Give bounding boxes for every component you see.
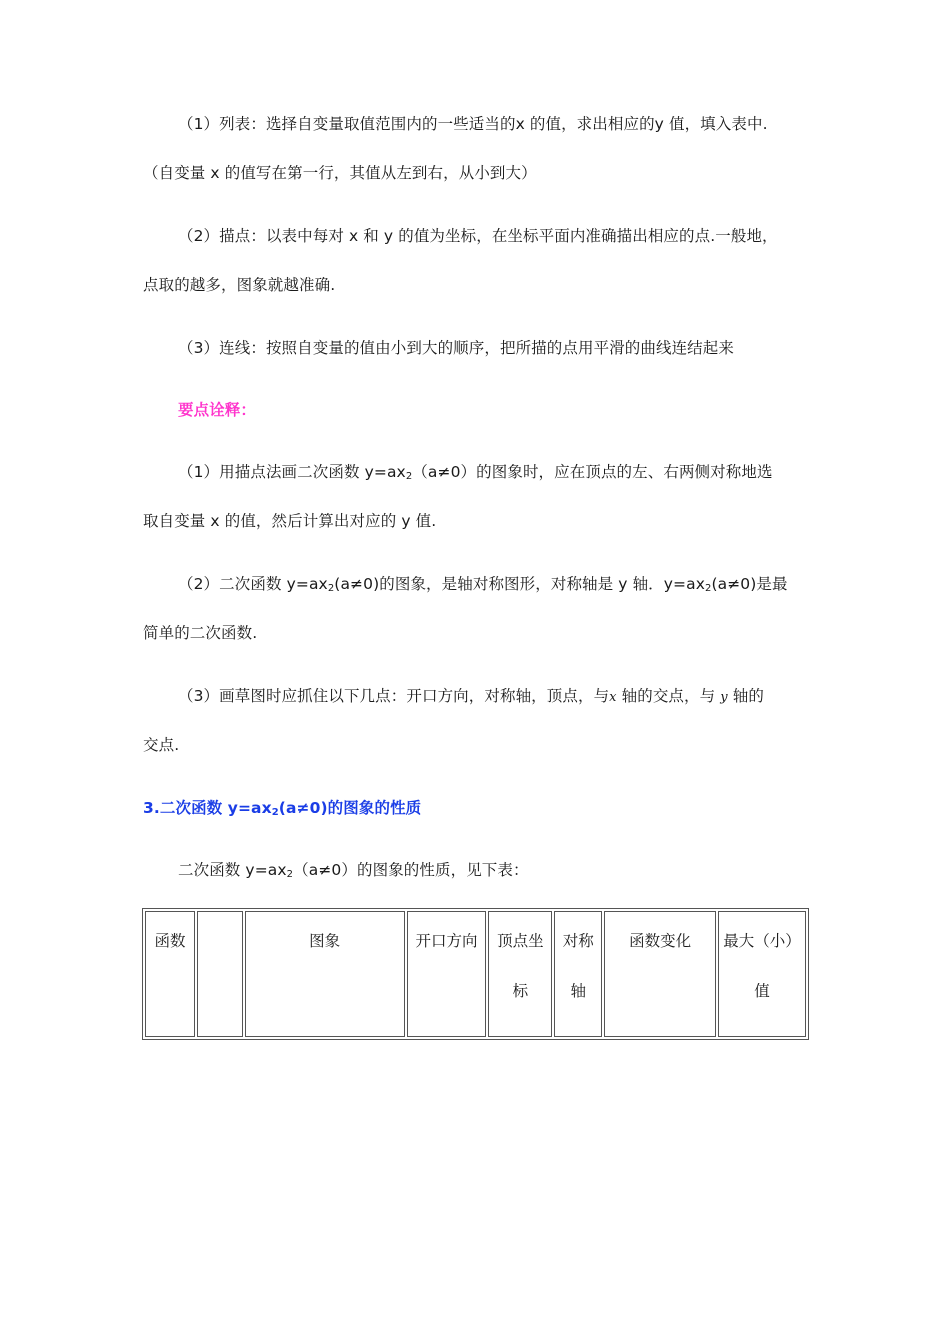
step-3-line: （3）连线：按照自变量的值由小到大的顺序，把所描的点用平滑的曲线连结起来 [178, 339, 734, 357]
header-vertex-label-2: 标 [512, 982, 529, 1000]
header-function [145, 911, 195, 1037]
header-function-label: 函数 [154, 932, 186, 950]
section-3-intro-pre: 二次函数 y=ax [178, 861, 287, 879]
note-1-line-b: 取自变量 x 的值，然后计算出对应的 y 值. [143, 512, 437, 530]
header-max-min-value [718, 911, 806, 1037]
note-3-y-variable: y [720, 690, 728, 705]
header-function-change [604, 911, 716, 1037]
properties-table [142, 908, 809, 1040]
note-3-line-a [178, 685, 764, 709]
table-header-row [145, 911, 806, 1037]
note-2-text-pre: （2）二次函数 y=ax [178, 575, 328, 593]
header-max-label-2: 值 [754, 982, 770, 1000]
key-points-heading: 要点诠释： [178, 401, 257, 419]
note-3-text-post: 轴的 [727, 687, 764, 705]
section-3-intro [178, 859, 529, 881]
note-1-text-pre: （1）用描点法画二次函数 y=ax [178, 463, 406, 481]
note-3-x-variable: x [609, 690, 617, 705]
note-2-line-b: 简单的二次函数. [143, 624, 258, 642]
header-axis-label-1: 对称 [562, 932, 594, 950]
note-1-line-a [178, 461, 773, 483]
section-3-intro-post: （a≠0）的图象的性质，见下表： [293, 861, 529, 879]
section-3-title [143, 797, 421, 819]
header-max-label-1: 最大（小） [723, 932, 801, 950]
header-graph-label: 图象 [309, 932, 341, 950]
header-opening-direction-label: 开口方向 [415, 932, 478, 950]
note-3-line-b: 交点. [143, 736, 180, 754]
header-graph [245, 911, 405, 1037]
note-2-text-post: (a≠0)是最 [711, 575, 788, 593]
header-axis-label-2: 轴 [570, 982, 587, 1000]
header-blank [197, 911, 243, 1037]
header-vertex-coordinates [488, 911, 552, 1037]
step-1-line-b: （自变量 x 的值写在第一行，其值从左到右，从小到大） [143, 164, 537, 182]
header-function-change-label: 函数变化 [629, 932, 692, 950]
note-1-exponent: 2 [405, 471, 413, 482]
note-2-exponent-2: 2 [705, 583, 712, 594]
note-2-text-mid: (a≠0)的图象，是轴对称图形，对称轴是 y 轴．y=ax [334, 575, 705, 593]
header-opening-direction [407, 911, 487, 1037]
step-2-line-b: 点取的越多，图象就越准确. [143, 276, 336, 294]
step-1-line-a: （1）列表：选择自变量取值范围内的一些适当的x 的值，求出相应的y 值，填入表中. [178, 115, 768, 133]
note-3-text-pre: （3）画草图时应抓住以下几点：开口方向，对称轴，顶点，与 [178, 687, 610, 705]
header-vertex-label-1: 顶点坐 [497, 932, 544, 950]
note-3-text-mid: 轴的交点，与 [616, 687, 721, 705]
note-2-exponent-1: 2 [327, 583, 335, 594]
header-symmetry-axis [554, 911, 602, 1037]
section-3-title-post: (a≠0)的图象的性质 [278, 799, 422, 817]
section-3-title-exponent: 2 [271, 807, 279, 818]
section-3-intro-exponent: 2 [286, 869, 294, 880]
section-3-title-pre: 3.二次函数 y=ax [143, 799, 272, 817]
step-2-line-a: （2）描点：以表中每对 x 和 y 的值为坐标，在坐标平面内准确描出相应的点.一般地， [178, 227, 778, 245]
note-1-text-post: （a≠0）的图象时，应在顶点的左、右两侧对称地选 [412, 463, 773, 481]
note-2-line-a [178, 573, 788, 595]
